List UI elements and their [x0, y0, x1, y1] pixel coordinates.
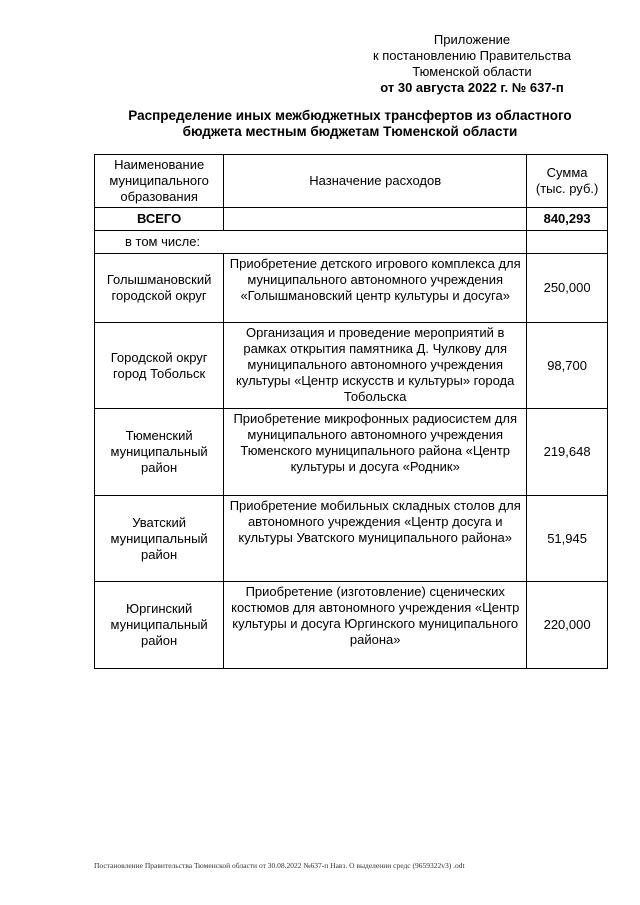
header-municipality: Наименование муниципального образования: [95, 155, 224, 208]
row-amount: 220,000: [527, 582, 608, 669]
appendix-line: Приложение: [433, 32, 511, 47]
row-amount: 250,000: [527, 254, 608, 323]
title-line: бюджета местным бюджетам Тюменской области: [182, 124, 518, 139]
appendix-line: к постановлению Правительства: [372, 48, 572, 63]
row-purpose: Приобретение детского игрового комплекса для муниципального автономного учреждения «Голышмановский центр культуры и досуга»: [224, 254, 527, 323]
transfers-table: [94, 154, 608, 669]
appendix-line: Тюменской области: [412, 64, 532, 79]
row-amount: 98,700: [527, 323, 608, 409]
total-label: ВСЕГО: [95, 208, 224, 231]
title-line: Распределение иных межбюджетных трансфертов из областного: [128, 108, 572, 123]
total-row: [95, 208, 608, 231]
table-row: [95, 409, 608, 496]
row-purpose: Организация и проведение мероприятий в рамках открытия памятника Д. Чулкову для муниципального автономного учреждения культуры «Центр искусств и культуры» города Тобольска: [224, 323, 527, 409]
row-purpose: Приобретение (изготовление) сценических костюмов для автономного учреждения «Центр культуры и досуга Юргинского муниципального района»: [224, 582, 527, 669]
including-label: в том числе:: [95, 231, 527, 254]
row-amount: 51,945: [527, 496, 608, 582]
row-municipality: Юргинский муниципальный район: [95, 582, 224, 669]
row-amount: 219,648: [527, 409, 608, 496]
header-amount: Сумма (тыс. руб.): [527, 155, 608, 208]
total-empty: [224, 208, 527, 231]
table-row: [95, 254, 608, 323]
table-row: [95, 496, 608, 582]
header-purpose: Назначение расходов: [224, 155, 527, 208]
document-title: [95, 108, 605, 140]
appendix-block: [352, 32, 592, 96]
including-row: [95, 231, 608, 254]
table-row: [95, 582, 608, 669]
row-municipality: Уватский муниципальный район: [95, 496, 224, 582]
table-header-row: [95, 155, 608, 208]
document-footer: Постановление Правительства Тюменской области от 30.08.2022 №637-п Навз. О выделении средс (9659322v3) .odt: [94, 861, 465, 870]
including-empty: [527, 231, 608, 254]
row-municipality: Городской округ город Тобольск: [95, 323, 224, 409]
appendix-decree-date: от 30 августа 2022 г. № 637-п: [380, 80, 564, 95]
row-purpose: Приобретение мобильных складных столов для автономного учреждения «Центр досуга и культуры Уватского муниципального района»: [224, 496, 527, 582]
row-municipality: Голышмановский городской округ: [95, 254, 224, 323]
row-purpose: Приобретение микрофонных радиосистем для муниципального автономного учреждения Тюменского муниципального района «Центр культуры и досуга «Родник»: [224, 409, 527, 496]
table-row: [95, 323, 608, 409]
total-value: 840,293: [527, 208, 608, 231]
row-municipality: Тюменский муниципальный район: [95, 409, 224, 496]
